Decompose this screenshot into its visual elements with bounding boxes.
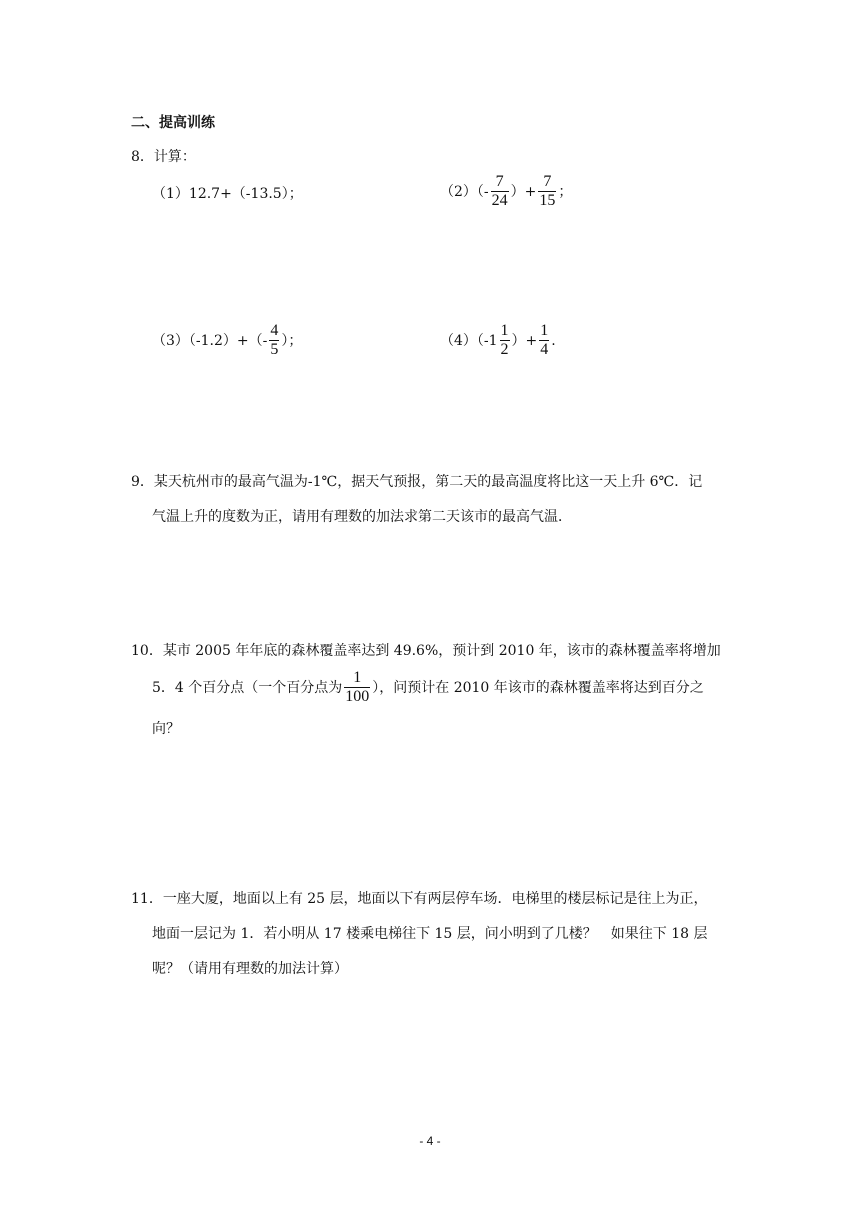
- q8p3-prefix: （3）（-1.2）+（-: [152, 332, 268, 349]
- q8p2-fraction-2: [538, 173, 556, 210]
- question-11-line-3: 呢？（请用有理数的加法计算）: [152, 961, 348, 977]
- fraction-denominator: 15: [539, 192, 556, 209]
- question-11-line-2: 地面一层记为 1．若小明从 17 楼乘电梯往下 15 层，问小明到了几楼？ 如果往下 18 层: [152, 926, 708, 942]
- fraction-denominator: 100: [345, 688, 370, 705]
- q8p2-prefix: （2）（-: [440, 183, 489, 200]
- question-8-part-3: [152, 322, 302, 359]
- q8p4-prefix: （4）（-1: [440, 332, 498, 349]
- section-heading: 二、提高训练: [131, 115, 215, 131]
- question-9-line-2: 气温上升的度数为正，请用有理数的加法求第二天该市的最高气温．: [152, 509, 572, 525]
- q8p3-fraction: [269, 322, 279, 359]
- fraction-numerator: 1: [540, 322, 549, 339]
- fraction-numerator: 7: [495, 173, 504, 190]
- q8p4-suffix: .: [551, 332, 556, 349]
- q10-fraction: [344, 669, 370, 706]
- fraction-denominator: 24: [491, 192, 508, 209]
- fraction-numerator: 1: [500, 322, 509, 339]
- question-8-part-2: [440, 173, 572, 210]
- question-11-line-1: 11．一座大厦，地面以上有 25 层，地面以下有两层停车场．电梯里的楼层标记是往上为正，: [131, 891, 708, 907]
- question-8-part-1: （1）12.7+（-13.5）；: [152, 186, 303, 202]
- question-9-line-1: 9．某天杭州市的最高气温为-1℃，据天气预报，第二天的最高温度将比这一天上升 6℃．记: [131, 474, 703, 490]
- q8p2-suffix: ；: [558, 183, 573, 200]
- page-number: - 4 -: [419, 1134, 441, 1148]
- q8p3-suffix: ）；: [281, 332, 303, 349]
- fraction-numerator: 4: [270, 322, 279, 339]
- fraction-denominator: 5: [270, 341, 279, 358]
- question-8-part-4: [440, 322, 556, 359]
- fraction-denominator: 4: [540, 341, 549, 358]
- fraction-denominator: 2: [500, 341, 509, 358]
- question-10-line-3: 向？: [152, 721, 180, 737]
- q8p2-middle: ）+: [510, 183, 537, 200]
- q8p4-middle: ）+: [511, 332, 538, 349]
- q8p2-fraction-1: [491, 173, 509, 210]
- q8p4-fraction-2: [539, 322, 549, 359]
- question-8-label: 8．计算：: [131, 149, 196, 165]
- question-10-line-2: [152, 669, 704, 706]
- fraction-numerator: 1: [353, 669, 362, 686]
- q10-line2-suffix: ），问预计在 2010 年该市的森林覆盖率将达到百分之: [372, 679, 704, 696]
- q10-line2-prefix: 5．4 个百分点（一个百分点为: [152, 679, 343, 696]
- q8p4-fraction-1: [500, 322, 510, 359]
- question-10-line-1: 10．某市 2005 年年底的森林覆盖率达到 49.6%，预计到 2010 年，该市的森林覆盖率将增加: [131, 643, 721, 659]
- fraction-numerator: 7: [543, 173, 552, 190]
